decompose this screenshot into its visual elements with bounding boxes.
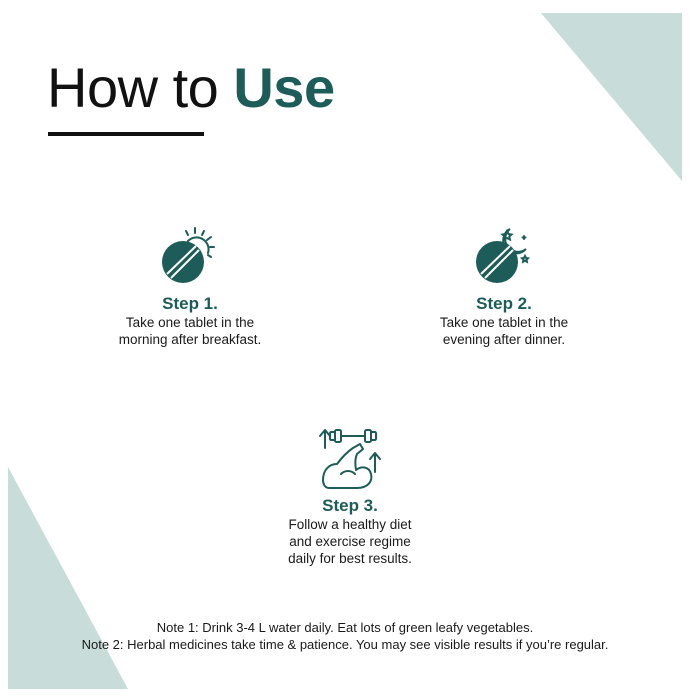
title-prefix: How to	[47, 56, 234, 119]
step-3-title: Step 3.	[322, 496, 378, 515]
corner-decoration-top-right	[541, 13, 682, 181]
flexed-arm-dumbbell-icon	[315, 426, 385, 494]
page-title	[47, 52, 335, 124]
step-1	[90, 222, 290, 348]
step-2	[404, 222, 604, 348]
tablet-sun-icon	[155, 222, 225, 292]
title-underline	[48, 132, 204, 136]
step-2-title: Step 2.	[476, 294, 532, 313]
note-1: Note 1: Drink 3-4 L water daily. Eat lots of green leafy vegetables.	[156, 620, 534, 635]
corner-decoration-bottom-left	[8, 467, 128, 689]
notes	[20, 619, 670, 653]
step-1-title: Step 1.	[162, 294, 218, 313]
step-2-description: Take one tablet in the evening after dinner.	[439, 315, 569, 347]
title-accent: Use	[233, 56, 335, 119]
step-3-description: Follow a healthy diet and exercise regime daily for best results.	[288, 517, 412, 566]
tablet-moon-icon	[469, 222, 539, 292]
step-3	[250, 426, 450, 567]
note-2: Note 2: Herbal medicines take time & patience. You may see visible results if you’re regular.	[81, 637, 609, 652]
step-1-description: Take one tablet in the morning after breakfast.	[118, 315, 262, 347]
